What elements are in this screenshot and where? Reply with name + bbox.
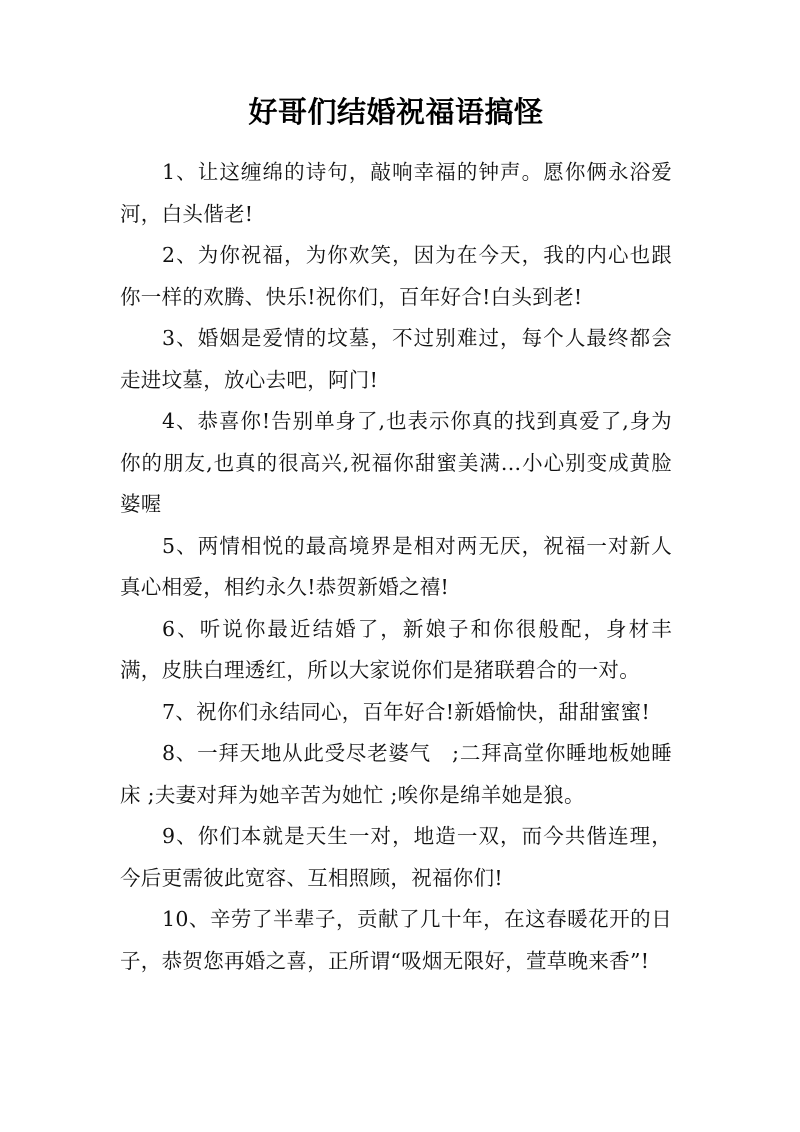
blessing-paragraph-10: 10、辛劳了半辈子，贡献了几十年，在这春暖花开的日子，恭贺您再婚之喜，正所谓“吸烟无限好，萱草晚来香”! xyxy=(120,907,672,973)
blessing-paragraph-3: 3、婚姻是爱情的坟墓，不过别难过，每个人最终都会走进坟墓，放心去吧，阿门! xyxy=(120,326,672,392)
blessing-paragraph-7: 7、祝你们永结同心，百年好合!新婚愉快，甜甜蜜蜜! xyxy=(162,699,651,724)
blessing-paragraph-2: 2、为你祝福，为你欢笑，因为在今天，我的内心也跟你一样的欢腾、快乐!祝你们，百年好合!白头到老! xyxy=(120,243,672,309)
blessing-paragraph-1: 1、让这缠绵的诗句，敲响幸福的钟声。愿你俩永浴爱河，白头偕老! xyxy=(120,160,672,226)
blessing-paragraph-5: 5、两情相悦的最高境界是相对两无厌，祝福一对新人真心相爱，相约永久!恭贺新婚之禧! xyxy=(120,533,672,599)
blessing-paragraph-9: 9、你们本就是天生一对，地造一双，而今共偕连理，今后更需彼此宽容、互相照顾，祝福你们! xyxy=(120,824,672,890)
document-page xyxy=(120,92,672,982)
blessing-paragraph-6: 6、听说你最近结婚了，新娘子和你很般配，身材丰满，皮肤白理透红，所以大家说你们是猪联碧合的一对。 xyxy=(120,616,672,682)
blessing-paragraph-8: 8、一拜天地从此受尽老婆气 ;二拜高堂你睡地板她睡床 ;夫妻对拜为她辛苦为她忙 ;唉你是绵羊她是狼。 xyxy=(120,741,672,807)
blessing-paragraph-4: 4、恭喜你!告别单身了,也表示你真的找到真爱了,身为你的朋友,也真的很高兴,祝福你甜蜜美满...小心别变成黄脸婆喔 xyxy=(120,409,672,516)
document-title: 好哥们结婚祝福语搞怪 xyxy=(248,95,544,129)
